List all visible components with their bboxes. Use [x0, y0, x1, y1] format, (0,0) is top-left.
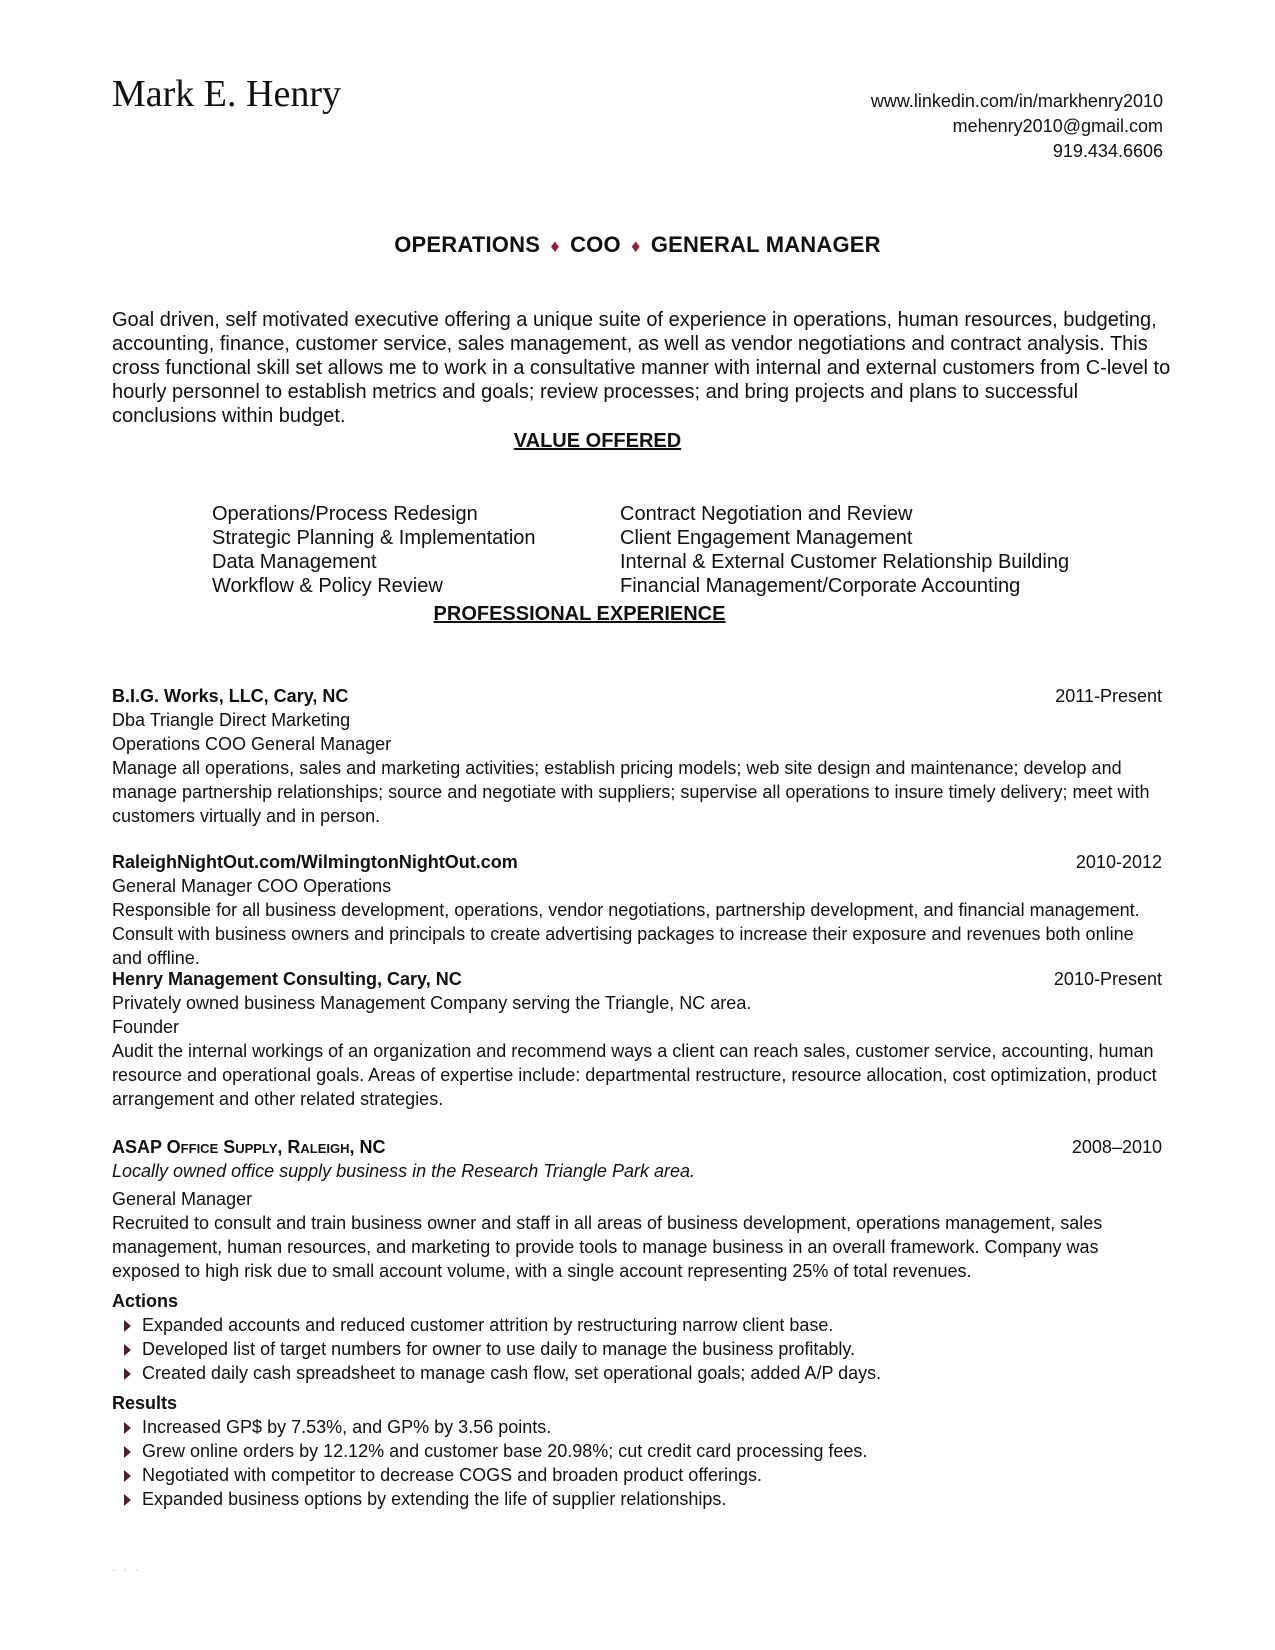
job-entry: [112, 1135, 1162, 1511]
value-item: Strategic Planning & Implementation: [212, 527, 536, 549]
value-offered-left-column: [212, 502, 536, 598]
company-name: RaleighNightOut.com/WilmingtonNightOut.com: [112, 852, 518, 872]
job-title: Operations COO General Manager: [112, 734, 392, 754]
company-name: B.I.G. Works, LLC, Cary, NC: [112, 686, 349, 706]
diamond-icon: ♦: [631, 236, 641, 256]
diamond-icon: ♦: [550, 236, 560, 256]
footer-dots: · · ·: [112, 1562, 141, 1576]
value-offered-right-column: [620, 502, 1069, 598]
candidate-name: Mark E. Henry: [112, 73, 341, 115]
professional-experience-heading: PROFESSIONAL EXPERIENCE: [433, 603, 726, 625]
linkedin-link[interactable]: www.linkedin.com/in/markhenry2010: [870, 91, 1163, 111]
job-description: Audit the internal workings of an organization and recommend ways a client can reach sales, customer service, accounting, human resource and operational goals. Areas of expertise include: departmental restructure, resource allocation, cost optimization, product arrangement and other related strategies.: [112, 1041, 1157, 1109]
job-description: Recruited to consult and train business owner and staff in all areas of business development, operations management, sales management, human resources, and marketing to provide tools to manage business in an overall framework. Company was exposed to high risk due to small account volume, with a single account representing 25% of total revenues.: [112, 1213, 1103, 1281]
triangle-right-icon: [124, 1470, 131, 1482]
value-item: Client Engagement Management: [620, 527, 913, 549]
headline-part: GENERAL MANAGER: [650, 232, 881, 257]
job-title: General Manager: [112, 1189, 253, 1209]
job-header: [112, 967, 1162, 991]
value-item: Financial Management/Corporate Accounting: [620, 575, 1021, 597]
value-item: Contract Negotiation and Review: [620, 503, 913, 525]
phone-number: 919.434.6606: [1052, 141, 1163, 161]
headline-part: COO: [570, 232, 621, 257]
summary-paragraph: Goal driven, self motivated executive offering a unique suite of experience in operations, human resources, budgeting, accounting, finance, customer service, sales management, as well as vendor negotiations and contract analysis. This cross functional skill set allows me to work in a consultative manner with internal and external customers from C-level to hourly personnel to establish metrics and goals; review processes; and bring projects and plans to successful conclusions within budget.: [112, 309, 1171, 427]
value-item: Operations/Process Redesign: [212, 503, 478, 525]
value-item: Internal & External Customer Relationship Building: [620, 551, 1070, 573]
job-dates: 2010-Present: [1053, 969, 1162, 989]
list-item: Developed list of target numbers for owner to use daily to manage the business profitably.: [112, 1337, 1162, 1361]
job-header: [112, 684, 1162, 708]
job-entry: [112, 684, 1162, 828]
job-entry: [112, 850, 1162, 970]
actions-heading: Actions: [112, 1291, 179, 1311]
list-item: Expanded accounts and reduced customer attrition by restructuring narrow client base.: [112, 1313, 1162, 1337]
job-title: Founder: [112, 1017, 180, 1037]
job-title: General Manager COO Operations: [112, 876, 392, 896]
triangle-right-icon: [124, 1320, 131, 1332]
triangle-right-icon: [124, 1446, 131, 1458]
value-item: Data Management: [212, 551, 377, 573]
job-dates: 2008–2010: [1071, 1137, 1162, 1157]
job-description: Responsible for all business development, operations, vendor negotiations, partnership development, and financial management. Consult with business owners and principals to create advertising packages to increase their exposure and revenues both online and offline.: [112, 900, 1140, 968]
job-header: [112, 1135, 1162, 1159]
company-name: Henry Management Consulting, Cary, NC: [112, 969, 462, 989]
results-list: [112, 1415, 1162, 1511]
triangle-right-icon: [124, 1422, 131, 1434]
email-link[interactable]: mehenry2010@gmail.com: [952, 116, 1163, 136]
headline: [0, 232, 1275, 258]
list-item: Expanded business options by extending the life of supplier relationships.: [112, 1487, 1162, 1511]
job-entry: [112, 967, 1162, 1111]
company-name: ASAP Office Supply, Raleigh, NC: [112, 1137, 386, 1157]
company-detail: Privately owned business Management Company serving the Triangle, NC area.: [112, 993, 752, 1013]
value-item: Workflow & Policy Review: [212, 575, 443, 597]
headline-part: OPERATIONS: [394, 232, 541, 257]
results-heading: Results: [112, 1393, 178, 1413]
company-tagline: Locally owned office supply business in the Research Triangle Park area.: [112, 1161, 695, 1181]
triangle-right-icon: [124, 1368, 131, 1380]
company-detail: Dba Triangle Direct Marketing: [112, 710, 351, 730]
job-dates: 2011-Present: [1055, 686, 1162, 706]
list-item: Created daily cash spreadsheet to manage cash flow, set operational goals; added A/P days.: [112, 1361, 1162, 1385]
triangle-right-icon: [124, 1494, 131, 1506]
job-header: [112, 850, 1162, 874]
list-item: Increased GP$ by 7.53%, and GP% by 3.56 points.: [112, 1415, 1162, 1439]
triangle-right-icon: [124, 1344, 131, 1356]
job-description: Manage all operations, sales and marketing activities; establish pricing models; web site design and maintenance; develop and manage partnership relationships; source and negotiate with suppliers; supervise all operations to insure timely delivery; meet with customers virtually and in person.: [112, 758, 1150, 826]
list-item: Grew online orders by 12.12% and customer base 20.98%; cut credit card processing fees.: [112, 1439, 1162, 1463]
list-item: Negotiated with competitor to decrease COGS and broaden product offerings.: [112, 1463, 1162, 1487]
value-offered-heading: VALUE OFFERED: [513, 430, 682, 452]
contact-block: [871, 89, 1163, 164]
job-dates: 2010-2012: [1075, 852, 1162, 872]
actions-list: [112, 1313, 1162, 1385]
